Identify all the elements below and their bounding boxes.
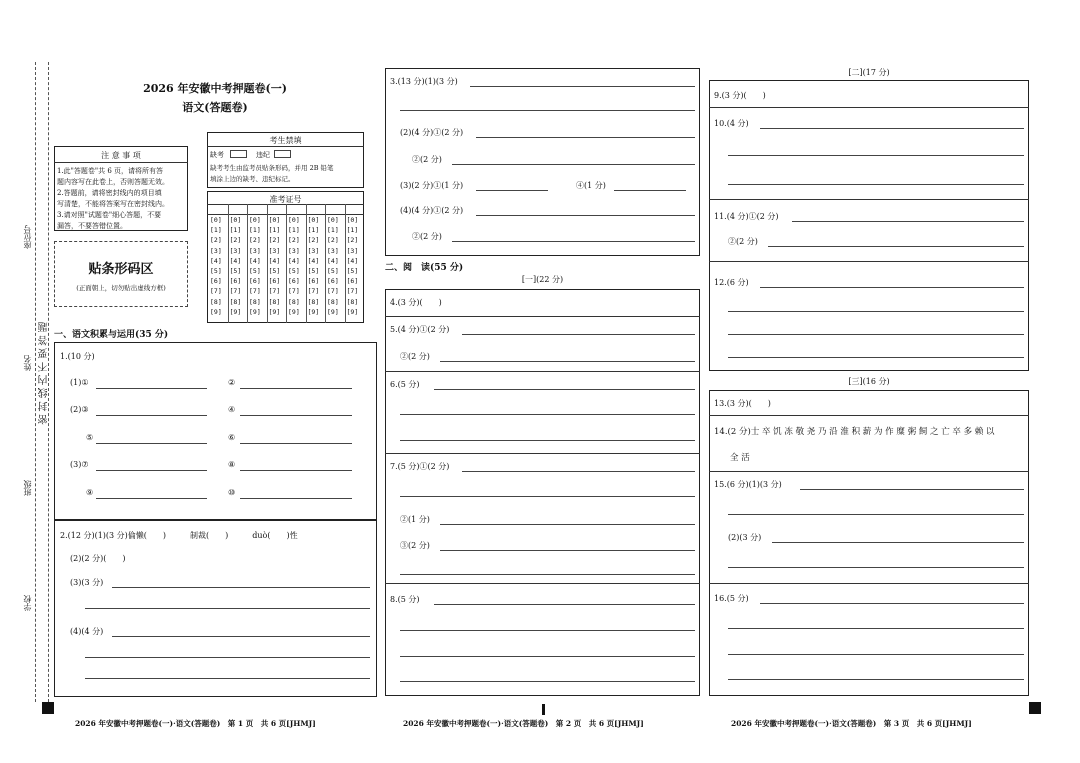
exam-id-digit-bubble[interactable]: [8] bbox=[268, 297, 281, 306]
q7c-label: ③(2 分) bbox=[400, 541, 430, 550]
exam-id-column-divider bbox=[228, 204, 229, 323]
q3-sub1-line-2[interactable] bbox=[400, 110, 695, 111]
q2-sub3-line-2[interactable] bbox=[85, 608, 370, 609]
exam-id-digit-bubble[interactable]: [0] bbox=[327, 216, 339, 224]
q7-divider bbox=[385, 583, 700, 584]
q1-item-label: (1)① bbox=[70, 378, 89, 387]
page2-footer: 2026 年安徽中考押题卷(一)·语文(答题卷) 第 2 页 共 6 页[JHMJ] bbox=[403, 719, 644, 728]
exam-id-digit-bubble[interactable]: [7] bbox=[346, 287, 359, 296]
candidate-divider bbox=[207, 146, 364, 147]
candidate-box-title: 考生禁填 bbox=[269, 136, 302, 145]
q1-answer-line[interactable] bbox=[96, 388, 207, 389]
exam-id-digit-bubble[interactable]: [2] bbox=[210, 236, 222, 245]
notice-divider bbox=[54, 162, 188, 163]
q5b-label: ②(2 分) bbox=[400, 352, 430, 361]
exam-id-column-divider bbox=[247, 204, 248, 323]
barcode-title: 贴条形码区 bbox=[88, 262, 154, 277]
exam-id-digit-bubble[interactable]: [0] bbox=[249, 216, 261, 224]
q3-sub2a: (2)(4 分)①(2 分) bbox=[400, 128, 464, 137]
exam-id-digit-bubble[interactable]: [1] bbox=[307, 226, 320, 235]
exam-id-digit-bubble[interactable]: [5] bbox=[307, 267, 320, 276]
q2-line1: 2.(12 分)(1)(3 分)倫懒( ) 制裁( ) duò( )性 bbox=[60, 531, 298, 540]
exam-id-digit-bubble[interactable]: [3] bbox=[327, 246, 339, 255]
q8-line-1[interactable] bbox=[434, 604, 695, 605]
page1-footer: 2026 年安徽中考押题卷(一)·语文(答题卷) 第 1 页 共 6 页[JHMJ] bbox=[75, 719, 316, 728]
exam-id-digit-bubble[interactable]: [1] bbox=[229, 226, 242, 235]
q5b-line[interactable] bbox=[440, 361, 695, 362]
exam-id-digit-bubble[interactable]: [9] bbox=[288, 307, 300, 316]
q3-sub2b-line[interactable] bbox=[452, 164, 695, 165]
exam-id-digit-bubble[interactable]: [2] bbox=[249, 236, 261, 245]
q15b-line-1[interactable] bbox=[772, 542, 1024, 543]
q16-label: 16.(5 分) bbox=[714, 594, 749, 603]
exam-id-digit-bubble[interactable]: [2] bbox=[288, 236, 300, 245]
exam-id-digit-bubble[interactable]: [7] bbox=[268, 287, 281, 296]
q4-divider bbox=[385, 316, 700, 317]
exam-id-digit-bubble[interactable]: [4] bbox=[268, 256, 281, 265]
name-label: 姓名 bbox=[23, 355, 32, 371]
q3-sub4b: ②(2 分) bbox=[412, 232, 442, 241]
notice-line-2: 题内容写在此卷上，否则答题无效。 bbox=[57, 178, 169, 186]
q7a-line-2[interactable] bbox=[400, 496, 695, 497]
q6-divider bbox=[385, 453, 700, 454]
q1-answer-line[interactable] bbox=[240, 415, 352, 416]
q11a-label: 11.(4 分)①(2 分) bbox=[714, 212, 779, 221]
exam-id-digit-bubble[interactable]: [4] bbox=[307, 256, 320, 265]
q2-sub4-line-3[interactable] bbox=[85, 678, 370, 679]
exam-id-column-divider bbox=[286, 204, 287, 323]
q3-sub4a: (4)(4 分)①(2 分) bbox=[400, 206, 464, 215]
corner-marker-left bbox=[42, 702, 54, 714]
exam-id-column[interactable] bbox=[269, 215, 281, 317]
binding-dashed-line-1 bbox=[35, 62, 36, 702]
exam-title: 2026 年安徽中考押题卷(一) bbox=[143, 82, 287, 95]
exam-id-column[interactable] bbox=[308, 215, 320, 317]
q10-line-3[interactable] bbox=[728, 184, 1024, 185]
exam-id-column[interactable] bbox=[210, 215, 222, 317]
seat-label: 座位号 bbox=[23, 225, 32, 249]
q15b-line-2[interactable] bbox=[728, 567, 1024, 568]
exam-id-column[interactable] bbox=[230, 215, 242, 317]
q12-line-3[interactable] bbox=[728, 334, 1024, 335]
exam-id-digit-bubble[interactable]: [0] bbox=[346, 216, 359, 224]
q1-item-label: ⑥ bbox=[228, 433, 236, 442]
reading-box-2 bbox=[709, 80, 1029, 371]
q7a-line-1[interactable] bbox=[462, 471, 695, 472]
q1-label: 1.(10 分) bbox=[60, 352, 95, 361]
exam-id-digit-bubble[interactable]: [7] bbox=[327, 287, 339, 296]
exam-id-digit-bubble[interactable]: [6] bbox=[210, 277, 222, 286]
exam-id-digit-bubble[interactable]: [6] bbox=[346, 277, 359, 286]
q16-line-1[interactable] bbox=[760, 603, 1024, 604]
q1-answer-line[interactable] bbox=[96, 470, 207, 471]
notice-line-1: 1.此"答题卷"共 6 页，请将所有答 bbox=[57, 167, 164, 175]
exam-id-digit-bubble[interactable]: [1] bbox=[249, 226, 261, 235]
q1-item-label: ⑨ bbox=[86, 488, 94, 497]
q1-answer-line[interactable] bbox=[240, 498, 352, 499]
q1-item-label: ⑤ bbox=[86, 433, 94, 442]
exam-id-digit-bubble[interactable]: [3] bbox=[249, 246, 261, 255]
q6-line-3[interactable] bbox=[400, 440, 695, 441]
exam-id-digit-bubble[interactable]: [5] bbox=[288, 267, 300, 276]
q5a-label: 5.(4 分)①(2 分) bbox=[390, 325, 450, 334]
exam-id-digit-bubble[interactable]: [0] bbox=[268, 216, 281, 224]
exam-id-digit-bubble[interactable]: [9] bbox=[346, 307, 359, 316]
exam-subtitle: 语文(答题卷) bbox=[182, 101, 248, 114]
q11b-label: ②(2 分) bbox=[728, 237, 758, 246]
q6-line-1[interactable] bbox=[434, 389, 695, 390]
exam-id-column[interactable] bbox=[249, 215, 261, 317]
exam-id-digit-bubble[interactable]: [3] bbox=[229, 246, 242, 255]
barcode-note: (正面朝上，切勿贴出虚线方框) bbox=[76, 284, 166, 292]
q2-sub2: (2)(2 分)( ) bbox=[70, 554, 126, 563]
exam-id-digit-bubble[interactable]: [2] bbox=[307, 236, 320, 245]
exam-id-digit-bubble[interactable]: [9] bbox=[229, 307, 242, 316]
exam-id-column-divider bbox=[325, 204, 326, 323]
part2-title: [二](17 分) bbox=[848, 68, 890, 77]
q4-label: 4.(3 分)( ) bbox=[390, 298, 442, 307]
q11-divider bbox=[709, 261, 1029, 262]
q13-label: 13.(3 分)( ) bbox=[714, 399, 771, 408]
q10-line-2[interactable] bbox=[728, 155, 1024, 156]
q12-line-1[interactable] bbox=[760, 287, 1024, 288]
school-label: 学校 bbox=[23, 595, 32, 611]
absent-checkbox[interactable] bbox=[230, 150, 247, 158]
q15-divider bbox=[709, 583, 1029, 584]
q9-divider bbox=[709, 107, 1029, 108]
q14-line2: 全 活 bbox=[730, 453, 750, 463]
q3-sub2b: ②(2 分) bbox=[412, 155, 442, 164]
q7b-line[interactable] bbox=[440, 524, 695, 525]
q1-answer-line[interactable] bbox=[96, 443, 207, 444]
q7c-line-2[interactable] bbox=[400, 574, 695, 575]
exam-id-digit-bubble[interactable]: [1] bbox=[288, 226, 300, 235]
q3-sub3a: (3)(2 分)①(1 分) bbox=[400, 181, 464, 190]
q14-divider bbox=[709, 471, 1029, 472]
section1-title: 一、语文积累与运用(35 分) bbox=[54, 330, 169, 340]
exam-id-digit-bubble[interactable]: [3] bbox=[288, 246, 300, 255]
exam-id-digit-bubble[interactable]: [7] bbox=[307, 287, 320, 296]
q1-answer-line[interactable] bbox=[240, 470, 352, 471]
exam-id-digit-bubble[interactable]: [9] bbox=[249, 307, 261, 316]
q7c-line-1[interactable] bbox=[440, 550, 695, 551]
exam-id-digit-bubble[interactable]: [5] bbox=[229, 267, 242, 276]
reading-box-1 bbox=[385, 289, 700, 696]
q3-sub3a-line[interactable] bbox=[476, 190, 548, 191]
exam-id-digit-bubble[interactable]: [8] bbox=[327, 297, 339, 306]
exam-id-digit-bubble[interactable]: [4] bbox=[249, 256, 261, 265]
exam-id-digit-bubble[interactable]: [9] bbox=[307, 307, 320, 316]
exam-id-digit-bubble[interactable]: [0] bbox=[210, 216, 222, 224]
exam-id-digit-bubble[interactable]: [8] bbox=[307, 297, 320, 306]
exam-id-digit-bubble[interactable]: [7] bbox=[229, 287, 242, 296]
exam-id-digit-bubble[interactable]: [4] bbox=[229, 256, 242, 265]
q3-sub4a-line[interactable] bbox=[476, 215, 695, 216]
exam-id-digit-bubble[interactable]: [5] bbox=[346, 267, 359, 276]
seal-line-text: 密 封 线 内 不 要 答 题 bbox=[39, 322, 50, 425]
q1-answer-line[interactable] bbox=[96, 498, 207, 499]
q8-label: 8.(5 分) bbox=[390, 595, 420, 604]
exam-id-digit-bubble[interactable]: [3] bbox=[268, 246, 281, 255]
q2-sub3: (3)(3 分) bbox=[70, 578, 104, 587]
absent-label: 缺考 bbox=[210, 151, 224, 159]
q15a-line-1[interactable] bbox=[800, 489, 1024, 490]
exam-id-digit-bubble[interactable]: [1] bbox=[268, 226, 281, 235]
exam-id-digit-bubble[interactable]: [9] bbox=[327, 307, 339, 316]
exam-id-digit-bubble[interactable]: [7] bbox=[249, 287, 261, 296]
q3-sub1-line-1[interactable] bbox=[470, 86, 695, 87]
exam-id-digit-bubble[interactable]: [6] bbox=[268, 277, 281, 286]
exam-id-digit-bubble[interactable]: [5] bbox=[249, 267, 261, 276]
q15a-line-2[interactable] bbox=[728, 514, 1024, 515]
notice-line-4: 写清楚，不能将答案写在密封线内。 bbox=[57, 200, 169, 208]
exam-id-digit-bubble[interactable]: [0] bbox=[307, 216, 320, 224]
exam-id-digit-bubble[interactable]: [4] bbox=[210, 256, 222, 265]
q15b-label: (2)(3 分) bbox=[728, 533, 762, 542]
violation-checkbox[interactable] bbox=[274, 150, 291, 158]
exam-id-digit-bubble[interactable]: [6] bbox=[288, 277, 300, 286]
exam-id-digit-bubble[interactable]: [8] bbox=[229, 297, 242, 306]
q10-label: 10.(4 分) bbox=[714, 119, 749, 128]
exam-id-digit-bubble[interactable]: [1] bbox=[346, 226, 359, 235]
q3-sub3b-line[interactable] bbox=[614, 190, 686, 191]
notice-line-6: 漏答，不要答错位置。 bbox=[57, 222, 127, 230]
q3-line: 3.(13 分)(1)(3 分) bbox=[390, 77, 458, 86]
corner-marker-right bbox=[1029, 702, 1041, 714]
exam-id-column-divider bbox=[267, 204, 268, 323]
q2-sub4: (4)(4 分) bbox=[70, 627, 104, 636]
q1-item-label: ⑧ bbox=[228, 460, 236, 469]
exam-id-digit-bubble[interactable]: [2] bbox=[229, 236, 242, 245]
exam-id-digit-bubble[interactable]: [8] bbox=[210, 297, 222, 306]
page3-footer: 2026 年安徽中考押题卷(一)·语文(答题卷) 第 3 页 共 6 页[JHMJ] bbox=[731, 719, 972, 728]
exam-id-digit-bubble[interactable]: [3] bbox=[307, 246, 320, 255]
exam-id-digit-bubble[interactable]: [2] bbox=[268, 236, 281, 245]
q10-line-1[interactable] bbox=[760, 128, 1024, 129]
exam-id-digit-bubble[interactable]: [5] bbox=[268, 267, 281, 276]
exam-id-digit-bubble[interactable]: [5] bbox=[327, 267, 339, 276]
q1-item-label: (2)③ bbox=[70, 405, 89, 414]
notice-line-3: 2.答题前，请将密封线内的项目填 bbox=[57, 189, 162, 197]
exam-id-digit-bubble[interactable]: [1] bbox=[210, 226, 222, 235]
q15a-label: 15.(6 分)(1)(3 分) bbox=[714, 480, 782, 489]
q16-line-3[interactable] bbox=[728, 654, 1024, 655]
part1-title: [一](22 分) bbox=[521, 275, 564, 284]
exam-id-digit-bubble[interactable]: [8] bbox=[288, 297, 300, 306]
exam-id-column[interactable] bbox=[288, 215, 300, 317]
exam-id-digit-bubble[interactable]: [0] bbox=[229, 216, 242, 224]
candidate-note-2: 填涂上边的缺考、违纪标记。 bbox=[210, 175, 295, 183]
q16-line-4[interactable] bbox=[728, 679, 1024, 680]
q8-line-2[interactable] bbox=[400, 630, 695, 631]
q3-sub4b-line[interactable] bbox=[452, 241, 695, 242]
exam-id-column[interactable] bbox=[327, 215, 339, 317]
q5-divider bbox=[385, 371, 700, 372]
exam-id-digit-bubble[interactable]: [8] bbox=[249, 297, 261, 306]
exam-id-digit-bubble[interactable]: [5] bbox=[210, 267, 222, 276]
exam-id-column-divider bbox=[345, 204, 346, 323]
q5a-line[interactable] bbox=[462, 334, 695, 335]
exam-id-digit-bubble[interactable]: [6] bbox=[307, 277, 320, 286]
q1-item-label: ④ bbox=[228, 405, 236, 414]
q8-line-3[interactable] bbox=[400, 656, 695, 657]
exam-id-digit-bubble[interactable]: [2] bbox=[346, 236, 359, 245]
q11a-line[interactable] bbox=[792, 221, 1024, 222]
q2-sub3-line-1[interactable] bbox=[112, 587, 370, 588]
q1-item-label: (3)⑦ bbox=[70, 460, 89, 469]
q8-line-4[interactable] bbox=[400, 681, 695, 682]
q3-sub2a-line[interactable] bbox=[476, 137, 695, 138]
q1-answer-line[interactable] bbox=[240, 388, 352, 389]
q2-sub4-line-1[interactable] bbox=[112, 636, 370, 637]
exam-id-digit-bubble[interactable]: [2] bbox=[327, 236, 339, 245]
q13-divider bbox=[709, 415, 1029, 416]
notice-title: 注 意 事 项 bbox=[101, 151, 141, 160]
q1-item-label: ② bbox=[228, 378, 236, 387]
exam-id-digit-bubble[interactable]: [6] bbox=[249, 277, 261, 286]
center-marker bbox=[542, 704, 545, 715]
class-label: 班级 bbox=[23, 480, 32, 496]
exam-id-digit-bubble[interactable]: [8] bbox=[346, 297, 359, 306]
q1-answer-line[interactable] bbox=[96, 415, 207, 416]
q7b-label: ②(1 分) bbox=[400, 515, 430, 524]
exam-id-digit-bubble[interactable]: [6] bbox=[327, 277, 339, 286]
exam-id-digit-bubble[interactable]: [0] bbox=[288, 216, 300, 224]
q7a-label: 7.(5 分)①(2 分) bbox=[390, 462, 450, 471]
exam-id-digit-bubble[interactable]: [3] bbox=[346, 246, 359, 255]
exam-id-column-divider bbox=[306, 204, 307, 323]
candidate-note-1: 缺考考生由监考员贴条形码，并用 2B 铅笔 bbox=[210, 164, 334, 172]
q12-line-2[interactable] bbox=[728, 311, 1024, 312]
exam-id-column[interactable] bbox=[347, 215, 359, 317]
q14-line1: 14.(2 分)士 卒 饥 冻 敬 尧 乃 沿 淮 积 薪 为 作 糜 粥 飼 之 亡 卒 多 赖 以 bbox=[714, 427, 995, 437]
notice-line-5: 3.请对照"试题卷"细心答题，不要 bbox=[57, 211, 162, 219]
q16-line-2[interactable] bbox=[728, 628, 1024, 629]
q10-divider bbox=[709, 199, 1029, 200]
q12-label: 12.(6 分) bbox=[714, 278, 749, 287]
violation-label: 违纪 bbox=[256, 151, 270, 159]
q6-line-2[interactable] bbox=[400, 414, 695, 415]
q1-answer-line[interactable] bbox=[240, 443, 352, 444]
exam-id-title: 准考证号 bbox=[269, 195, 302, 204]
exam-id-digit-bubble[interactable]: [6] bbox=[229, 277, 242, 286]
q1-item-label: ⑩ bbox=[228, 488, 236, 497]
part3-title: [三](16 分) bbox=[848, 377, 890, 386]
q3-sub3b: ④(1 分) bbox=[576, 181, 606, 190]
exam-id-digit-bubble[interactable]: [9] bbox=[210, 307, 222, 316]
exam-id-digit-bubble[interactable]: [7] bbox=[288, 287, 300, 296]
exam-id-digit-bubble[interactable]: [4] bbox=[327, 256, 339, 265]
exam-id-digit-bubble[interactable]: [1] bbox=[327, 226, 339, 235]
q11b-line[interactable] bbox=[768, 246, 1024, 247]
q1-box bbox=[54, 342, 377, 520]
exam-id-digit-bubble[interactable]: [9] bbox=[268, 307, 281, 316]
exam-id-digit-bubble[interactable]: [4] bbox=[288, 256, 300, 265]
q6-label: 6.(5 分) bbox=[390, 380, 420, 389]
q12-line-4[interactable] bbox=[728, 357, 1024, 358]
exam-id-digit-bubble[interactable]: [4] bbox=[346, 256, 359, 265]
exam-id-digit-bubble[interactable]: [3] bbox=[210, 246, 222, 255]
section2-title: 二、阅 读(55 分) bbox=[385, 263, 464, 273]
q9-label: 9.(3 分)( ) bbox=[714, 91, 766, 100]
q2-sub4-line-2[interactable] bbox=[85, 657, 370, 658]
exam-id-digit-bubble[interactable]: [7] bbox=[210, 287, 222, 296]
